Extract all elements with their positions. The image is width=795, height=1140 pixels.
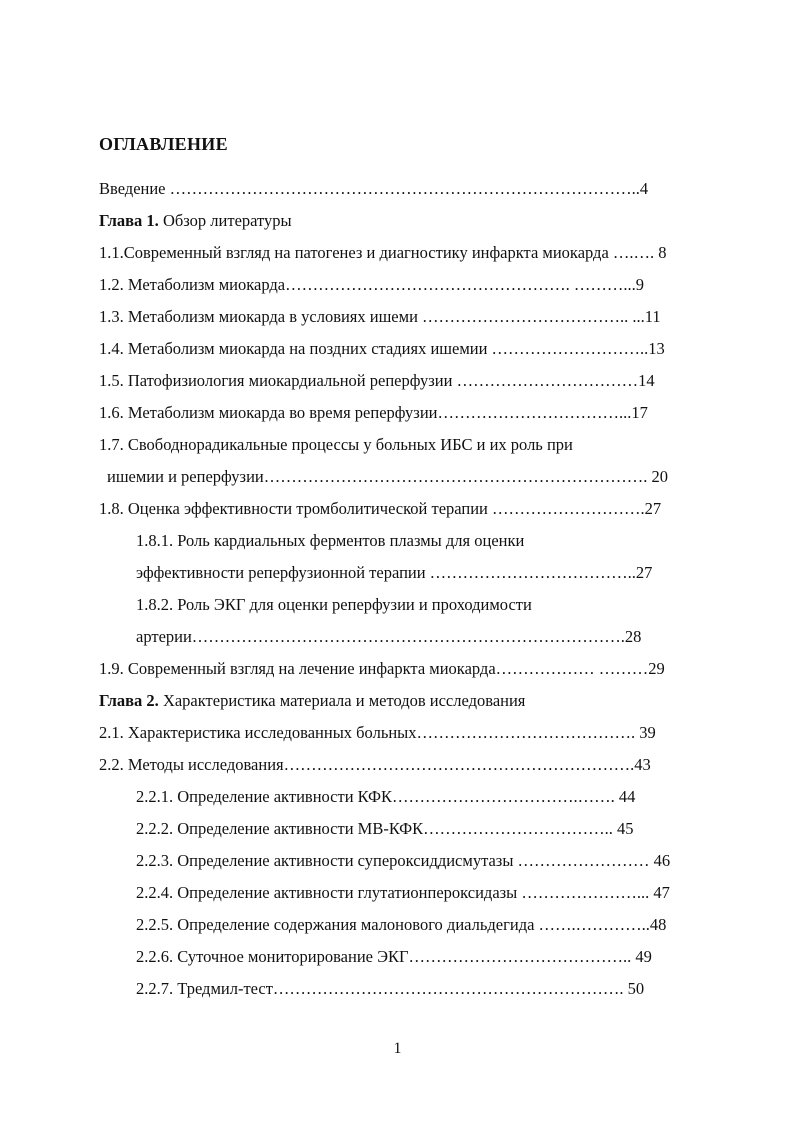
toc-entry-1-6: 1.6. Метаболизм миокарда во время реперфузии……………………………...17 [99, 403, 648, 422]
toc-entry-2-2-5: 2.2.5. Определение содержания малонового диальдегида …….…………..48 [136, 915, 667, 934]
toc-entry-1-7: 1.7. Свободнорадикальные процессы у больных ИБС и их роль при [99, 435, 573, 454]
toc-entry-2-2: 2.2. Методы исследования……………………………………………………….43 [99, 755, 651, 774]
toc-chapter-2: Глава 2. Характеристика материала и методов исследования [99, 691, 526, 710]
toc-entry-2-1: 2.1. Характеристика исследованных больных…………………………………. 39 [99, 723, 656, 742]
toc-entry-2-2-4: 2.2.4. Определение активности глутатионпероксидазы …………………... 47 [136, 883, 670, 902]
toc-entry-1-8-1: 1.8.1. Роль кардиальных ферментов плазмы для оценки [136, 531, 525, 550]
toc-entry-1-7-continued: ишемии и реперфузии……………………………………………………………. 20 [107, 467, 668, 486]
toc-entry-2-2-2: 2.2.2. Определение активности MB-КФК…………………………….. 45 [136, 819, 634, 838]
toc-entry-2-2-6: 2.2.6. Суточное мониторирование ЭКГ………………………………….. 49 [136, 947, 652, 966]
toc-entry-1-5: 1.5. Патофизиология миокардиальной реперфузии ……………………………14 [99, 371, 655, 390]
toc-entry-2-2-7: 2.2.7. Тредмил-тест………………………………………………………. 50 [136, 979, 645, 998]
toc-entry-1-4: 1.4. Метаболизм миокарда на поздних стадиях ишемии ………………………..13 [99, 339, 665, 358]
toc-entry-1-1: 1.1.Современный взгляд на патогенез и диагностику инфаркта миокарда ….…. 8 [99, 243, 667, 262]
toc-entry-2-2-3: 2.2.3. Определение активности супероксиддисмутазы …………………… 46 [136, 851, 671, 870]
toc-entry-1-8-2-continued: артерии…………………………………………………………………….28 [136, 627, 642, 646]
toc-entry-1-3: 1.3. Метаболизм миокарда в условиях ишеми ……………………………….. ...11 [99, 307, 661, 326]
toc-entry-1-8: 1.8. Оценка эффективности тромболитической терапии ……………………….27 [99, 499, 662, 518]
toc-entry-1-9: 1.9. Современный взгляд на лечение инфаркта миокарда……………… ………29 [99, 659, 665, 678]
page-number: 1 [393, 1040, 402, 1057]
toc-entry-2-2-1: 2.2.1. Определение активности КФК…………………………….……. 44 [136, 787, 636, 806]
toc-entry-1-8-1-continued: эффективности реперфузионной терапии ………………………………..27 [136, 563, 653, 582]
toc-entry-1-8-2: 1.8.2. Роль ЭКГ для оценки реперфузии и проходимости [136, 595, 532, 614]
toc-chapter-1: Глава 1. Обзор литературы [99, 211, 292, 230]
toc-entry-intro: Введение …………………………………………………………………………..4 [99, 179, 649, 198]
toc-entry-1-2: 1.2. Метаболизм миокарда……………………………………………. ………...9 [99, 275, 644, 294]
page-title: ОГЛАВЛЕНИЕ [99, 134, 228, 154]
